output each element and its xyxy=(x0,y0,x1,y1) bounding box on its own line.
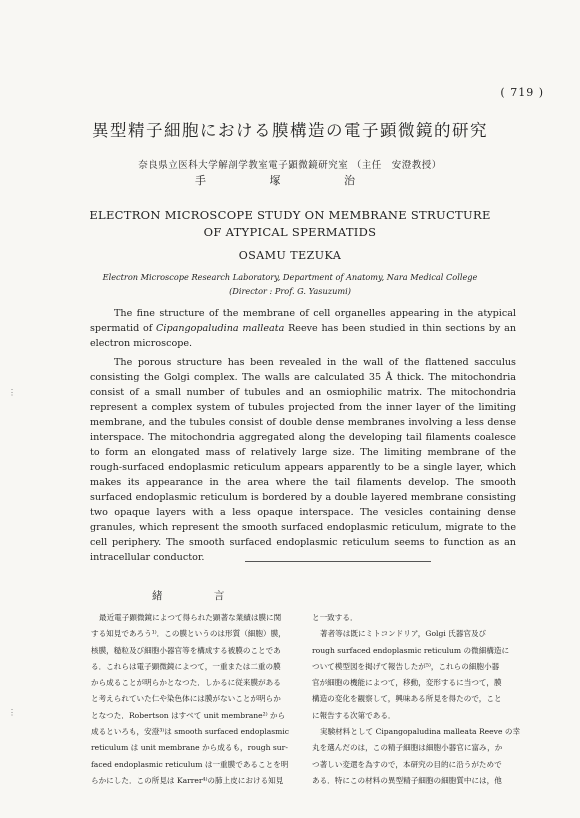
abstract-paragraph-1 xyxy=(90,306,516,351)
left-column-line: reticulum は unit membrane から成るも，rough sur- xyxy=(91,743,288,753)
japanese-title: 異型精子細胞における膜構造の電子顕微鏡的研究 xyxy=(92,121,488,140)
left-column-line: する知見であろう¹⁾．この膜というのは形質（細胞）膜， xyxy=(91,629,286,639)
right-column-line: rough surfaced endoplasmic reticulum の微細構造に xyxy=(312,645,510,655)
left-column-line: と考えられていた仁や染色体には膜がないことが明らか xyxy=(91,694,281,704)
right-column-line: 構造の変化を観察して，興味ある所見を得たので，こと xyxy=(312,694,502,704)
species-name: Cipangopaludina malleata xyxy=(156,323,285,334)
page-number: ( 719 ) xyxy=(500,86,544,99)
abstract xyxy=(90,306,516,569)
right-column-line: に報告する次第である． xyxy=(312,710,396,720)
right-column-line: と一致する． xyxy=(312,613,358,622)
right-column-line: ついて模型図を掲げて報告したが⁵⁾，これらの細胞小器 xyxy=(312,661,500,671)
right-column-line: 実験材料として Cipangopaludina malleata Reeve の幸 xyxy=(320,727,521,737)
english-title xyxy=(0,207,580,241)
japanese-author: 手 塚 治 xyxy=(195,174,385,187)
right-column-line: 官が細胞の機能によつて，移動，変形するに当つて，膜 xyxy=(312,678,502,688)
english-title-line-2: OF ATYPICAL SPERMATIDS xyxy=(203,225,377,239)
right-column-line: 丸を選んだのは，この精子細胞は細胞小器官に富み，か xyxy=(312,743,503,753)
left-column-line: る．これらは電子顕微鏡によつて，一重または二重の膜 xyxy=(91,661,281,671)
right-column-line: つ著しい変還を為すので，本研究の目的に沿うがためで xyxy=(312,759,502,769)
abstract-p1-text-b: Reeve has been studied in thin sections by an electron microscope. xyxy=(90,323,516,349)
right-column xyxy=(312,610,530,789)
section-heading: 緒 言 xyxy=(152,590,249,602)
left-column-line: 最近電子顕微鏡によつて得られた顕著な業績は膜に関 xyxy=(99,613,282,622)
left-column-line: らかにした．この所見は Karrer⁴⁾の肺上皮における知見 xyxy=(91,775,284,785)
japanese-affiliation: 奈良県立医科大学解剖学教室電子顕微鏡研究室 （主任 安澄教授） xyxy=(138,160,442,171)
margin-binding-mark: ⋮ xyxy=(8,708,16,717)
left-column xyxy=(91,610,309,789)
abstract-p1-text-a: The fine structure of the membrane of cell organelles appearing in the atypical spermatid of xyxy=(90,308,516,334)
abstract-paragraph-2: The porous structure has been revealed in the wall of the flattened sacculus consisting the Golgi complex. The walls are calculated 35 Å thick. The mitochondria consist of a small number of tubules and an osmiophilic matrix. The mitochondria represent a complex system of tubules projected from the inner layer of the limiting membrane, and the tubules consist of double dense membranes involving a less dense interspace. The mitochondria aggregated along the developing tail filaments coalesce to form an elongated mass of relatively large size. The limiting membrane of the rough-surfaced endoplasmic reticulum appears apparently to be a single layer, which makes its appearance in the area where the tail filaments develop. The smooth surfaced endoplasmic reticulum is bordered by a double layered membrane consisting two opaque layers with a less opaque interspace. The vesicles containing dense granules, which represent the smooth surfaced endoplasmic reticulum, migrate to the cell periphery. The smooth surfaced endoplasmic reticulum seems to function as an intracellular conductor. xyxy=(90,357,516,563)
english-affiliation xyxy=(0,270,580,298)
section-divider xyxy=(245,561,431,562)
left-column-line: から成ることが明らかとなつた．しかるに従来膜がある xyxy=(91,678,281,688)
left-column-line: 核膜，糙粒及び細胞小器官等を構成する被膜のことであ xyxy=(91,645,281,655)
english-affiliation-line-1: Electron Microscope Research Laboratory, Department of Anatomy, Nara Medical College xyxy=(102,272,478,282)
english-author: OSAMU TEZUKA xyxy=(238,249,342,262)
left-column-line: faced endoplasmic reticulum は一重膜であることを明 xyxy=(91,759,289,769)
right-column-line: ある．特にこの材料の異型精子細胞の細胞質中には，他 xyxy=(312,775,502,785)
english-affiliation-line-2: (Director : Prof. G. Yasuzumi) xyxy=(229,286,351,296)
left-column-line: 成るといろも，安澄³⁾は smooth surfaced endoplasmic xyxy=(91,727,290,737)
right-column-line: 著者等は既にミトコンドリア，Golgi 氏器官及び xyxy=(320,629,487,639)
left-column-line: となつた．Robertson はすべて unit membrane²⁾ から xyxy=(91,710,286,720)
margin-binding-mark: ⋮ xyxy=(8,388,16,397)
english-title-line-1: ELECTRON MICROSCOPE STUDY ON MEMBRANE STRUCTURE xyxy=(89,208,491,222)
